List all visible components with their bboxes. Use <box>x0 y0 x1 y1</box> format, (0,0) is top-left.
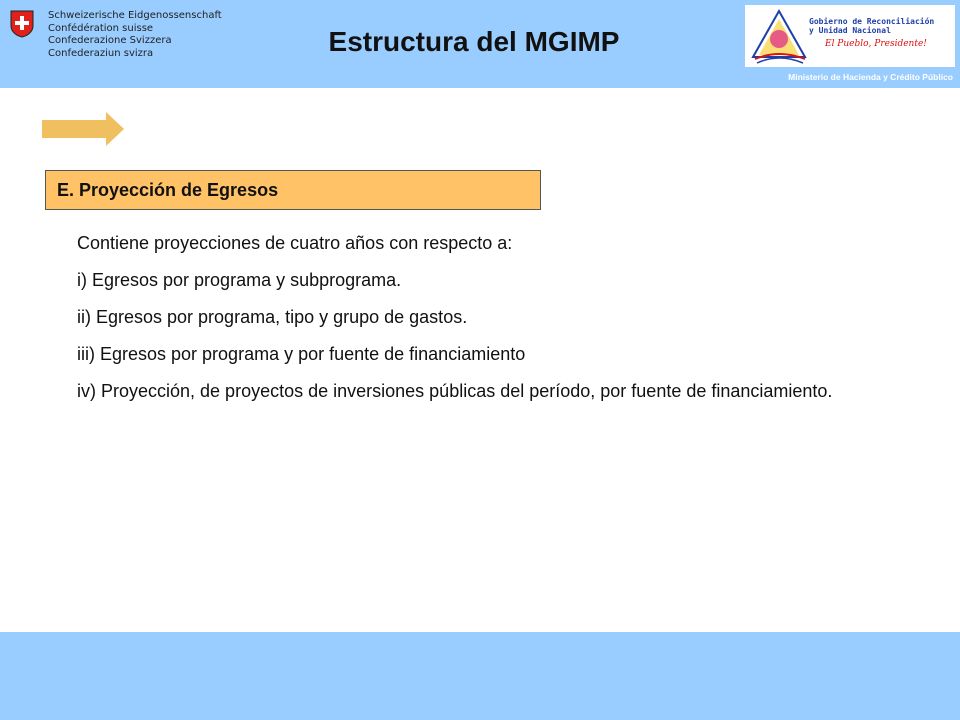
gov-logo-icon <box>745 5 815 67</box>
gov-logo-line2: y Unidad Nacional <box>809 26 891 35</box>
swiss-name-de: Schweizerische Eidgenossenschaft <box>48 10 222 21</box>
content-item-3: iii) Egresos por programa y por fuente de financiamiento <box>77 344 526 364</box>
gov-logo <box>745 5 955 67</box>
gov-logo-text <box>809 17 934 35</box>
right-arrow-icon <box>42 110 126 153</box>
swiss-name-rm: Confederaziun svizra <box>48 47 154 59</box>
swiss-name-fr: Confédération suisse <box>48 22 154 34</box>
swiss-name-it: Confederazione Svizzera <box>48 35 172 46</box>
header-band <box>0 0 960 88</box>
content-item-2: ii) Egresos por programa, tipo y grupo de gastos. <box>77 307 468 327</box>
ministry-label: Ministerio de Hacienda y Crédito Público <box>788 72 953 82</box>
footer-band <box>0 632 960 720</box>
content-body <box>77 232 867 417</box>
gov-logo-line1: Gobierno de Reconciliación <box>809 17 935 26</box>
page-title: Estructura del MGIMP <box>328 26 620 57</box>
content-intro: Contiene proyecciones de cuatro años con respecto a: <box>77 233 513 253</box>
content-item-1: i) Egresos por programa y subprograma. <box>77 270 402 290</box>
content-item-4: iv) Proyección, de proyectos de inversiones públicas del período, por fuente de financiamiento. <box>77 381 833 401</box>
section-title: E. Proyección de Egresos <box>57 180 279 200</box>
gov-logo-slogan: El Pueblo, Presidente! <box>825 39 927 49</box>
section-header-box <box>45 170 541 210</box>
